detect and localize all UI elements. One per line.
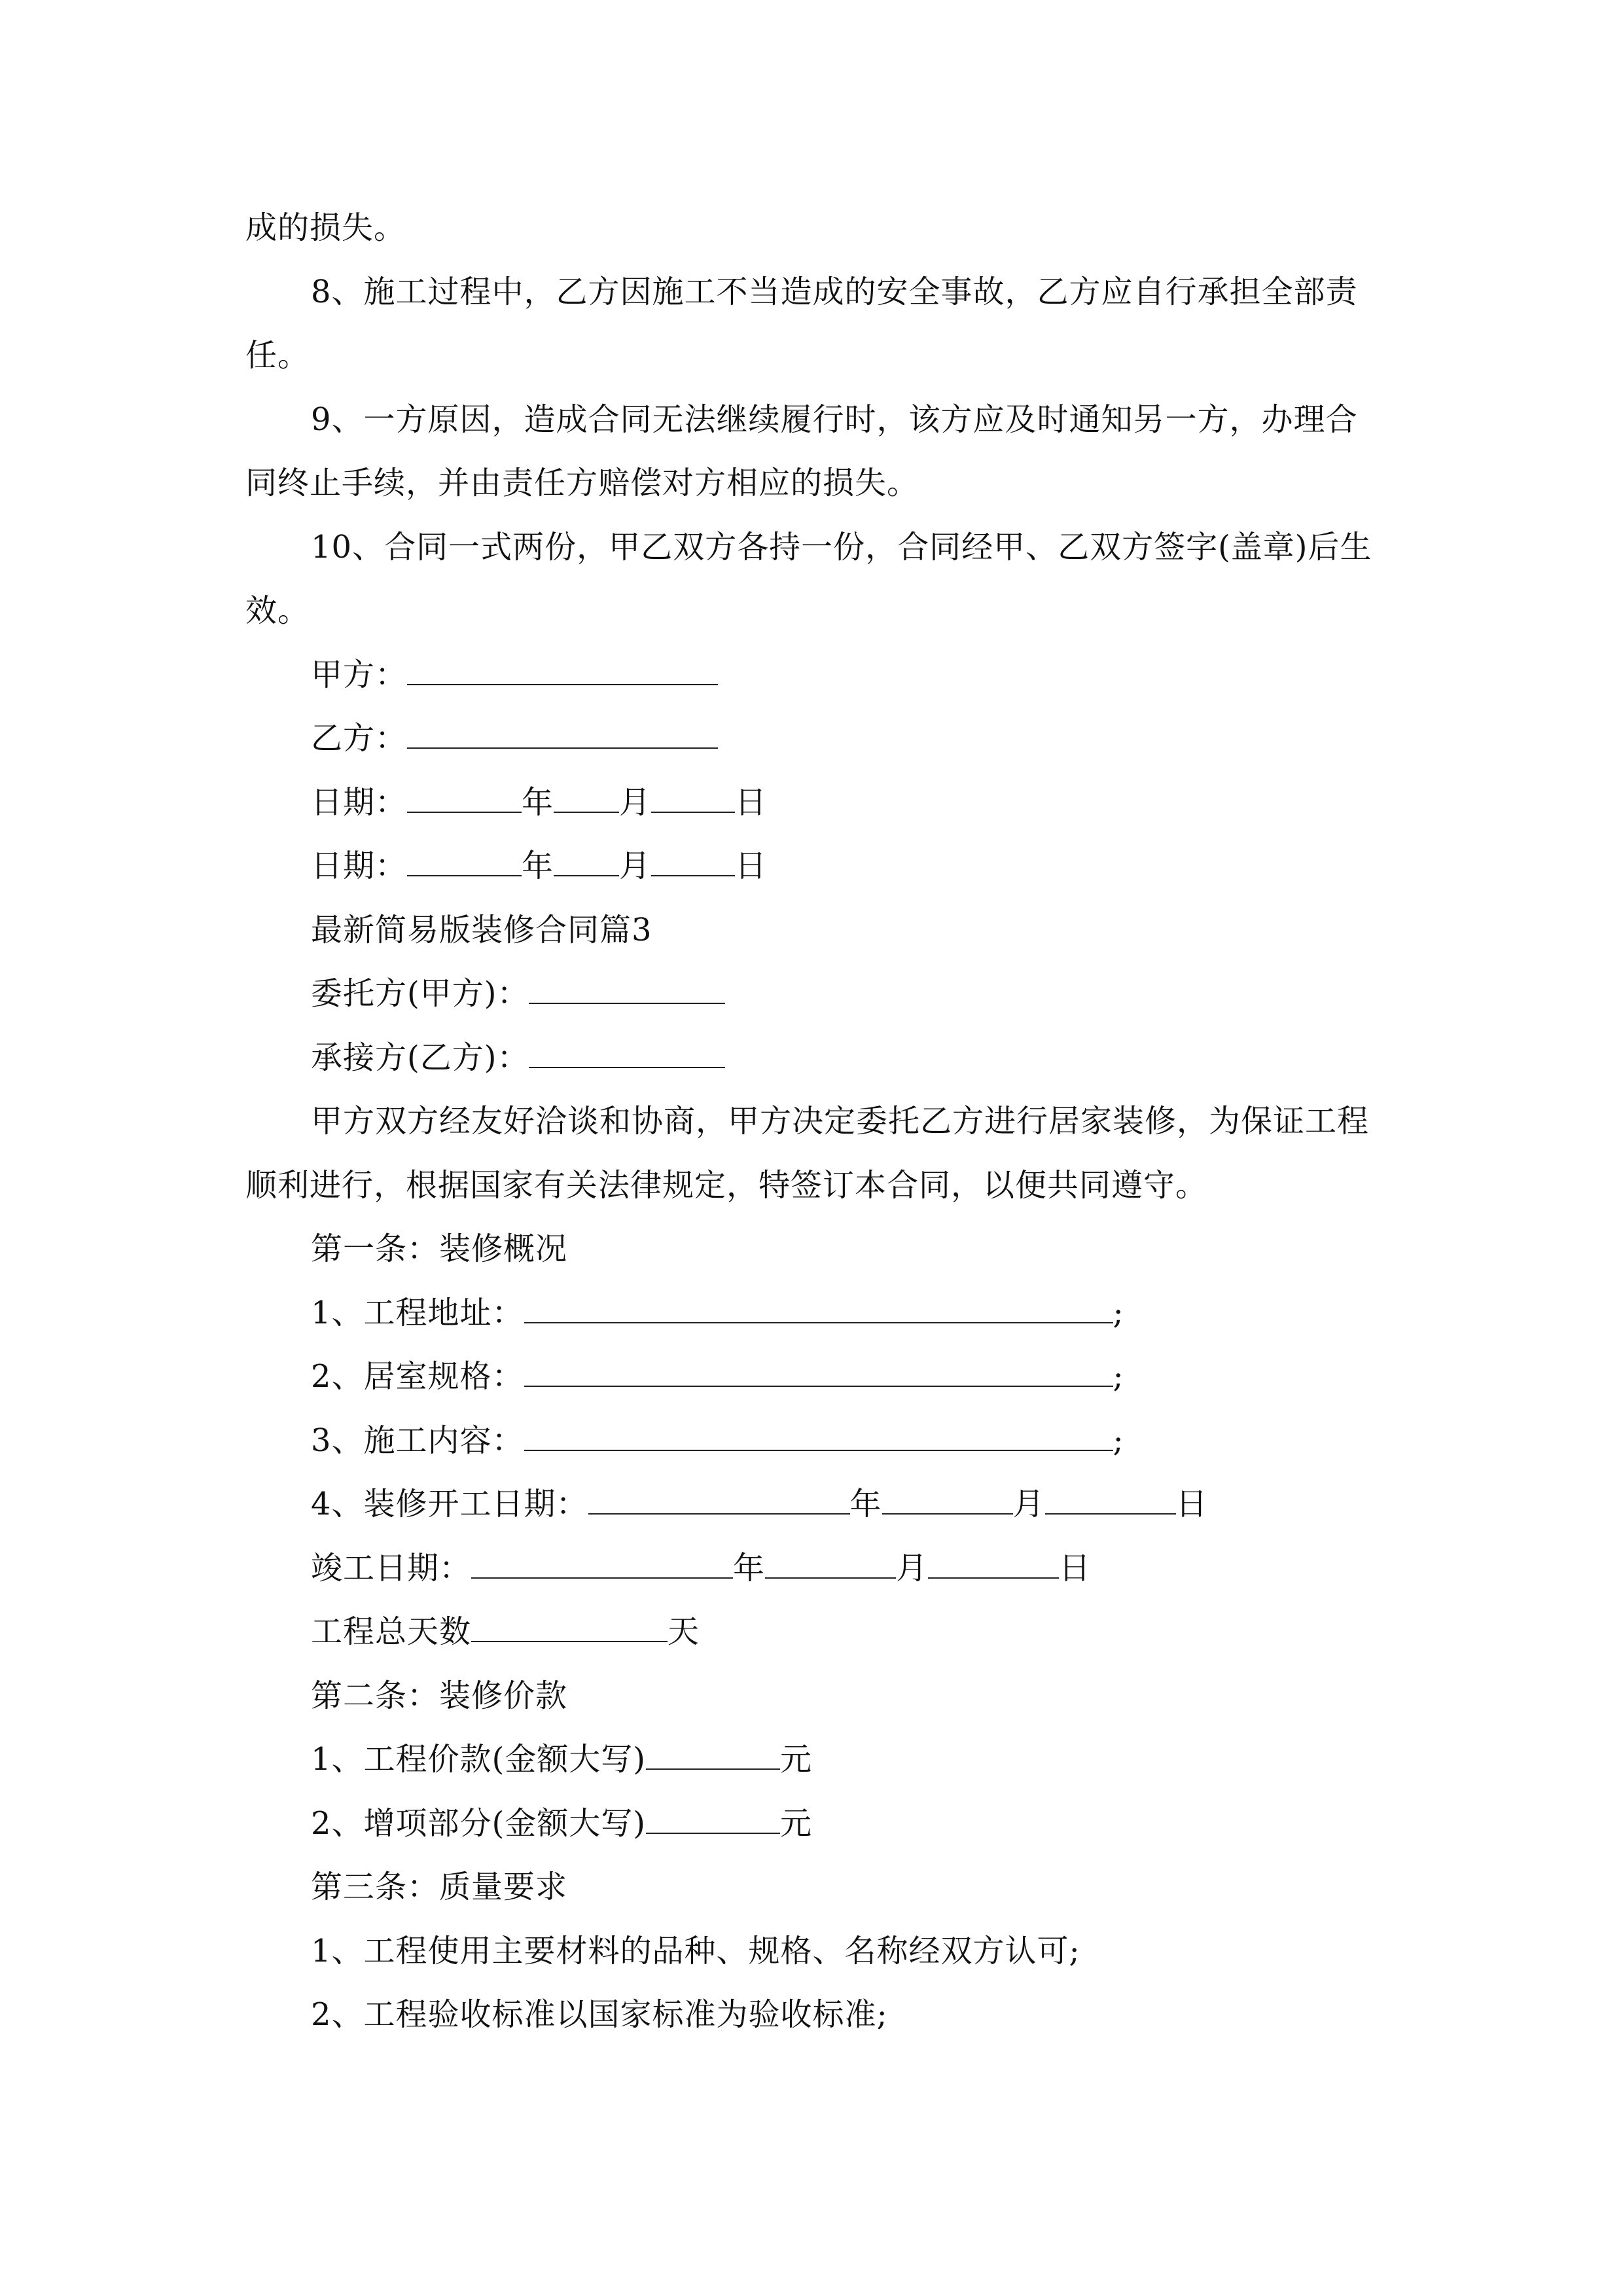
label: 月 [896,1549,929,1587]
label: 日 [1175,1486,1208,1522]
quality-item-1: 1、工程使用主要材料的品种、规格、名称经双方认可; [311,1932,1080,1969]
label: ; [1113,1358,1124,1395]
label: 月 [1012,1486,1045,1522]
day-field[interactable] [651,771,735,813]
content-row [245,1409,1381,1473]
date-row-b [245,834,1381,899]
label: ; [1113,1422,1124,1459]
label: 4、装修开工日期： [311,1486,588,1522]
label: 承接方(乙方)： [311,1039,529,1076]
label: 竣工日期： [311,1549,472,1587]
days-field[interactable] [471,1600,668,1642]
clause-9: 9、一方原因，造成合同无法继续履行时，该方应及时通知另一方，办理合 [311,401,1358,438]
label: 日 [1059,1549,1092,1587]
spec-row [245,1345,1381,1409]
label: 日 [735,848,768,884]
text-line: 成的损失。 [245,209,406,246]
text-line: 同终止手续，并由责任方赔偿对方相应的损失。 [245,465,919,501]
label: 月 [619,783,652,821]
label: 1、工程地址： [311,1294,524,1331]
label: 2、居室规格： [311,1358,524,1395]
text-line: 效。 [245,592,310,629]
label: 月 [619,848,652,884]
contractor-field[interactable] [529,1026,725,1068]
label: 日期： [311,783,408,821]
client-field[interactable] [529,962,725,1004]
label: 天 [668,1613,700,1650]
year-field[interactable] [588,1473,850,1515]
label: 元 [780,1804,813,1842]
intro-paragraph: 甲方双方经友好洽谈和协商，甲方决定委托乙方进行居家装修，为保证工程 [311,1103,1370,1139]
address-field[interactable] [524,1282,1113,1323]
total-days-row [245,1600,1381,1664]
month-field[interactable] [554,834,619,876]
quality-item-2: 2、工程验收标准以国家标准为验收标准; [311,1996,888,2033]
section-title: 最新简易版装修合同篇3 [311,911,652,948]
label: 日 [735,783,768,821]
start-date-row [245,1473,1381,1537]
label: 日期： [311,848,408,884]
month-field[interactable] [882,1473,1013,1515]
label: 甲方： [311,656,408,693]
label: 1、工程价款(金额大写) [311,1741,646,1778]
year-field[interactable] [407,834,522,876]
month-field[interactable] [765,1537,896,1579]
party-b-signature [245,707,1381,771]
label: 年 [733,1549,766,1587]
label: 年 [849,1486,882,1522]
address-row [245,1282,1381,1346]
extra-price-row [245,1792,1381,1856]
label: 乙方： [311,720,408,757]
price-row [245,1728,1381,1792]
text-line: 顺利进行，根据国家有关法律规定，特签订本合同，以便共同遵守。 [245,1166,1208,1204]
clause-8: 8、施工过程中，乙方因施工不当造成的安全事故，乙方应自行承担全部责 [311,273,1358,310]
month-field[interactable] [554,771,619,813]
party-a-signature [245,643,1381,708]
clause-10: 10、合同一式两份，甲乙双方各持一份，合同经甲、乙双方签字(盖章)后生 [311,528,1372,565]
text-line: 任。 [245,337,310,374]
day-field[interactable] [651,834,735,876]
label: 委托方(甲方)： [311,975,529,1012]
finish-date-row [245,1537,1381,1601]
article-1-heading: 第一条：装修概况 [311,1230,568,1267]
label: 元 [780,1741,813,1778]
spec-field[interactable] [524,1345,1113,1387]
party-a-field[interactable] [407,643,718,685]
extra-price-field[interactable] [646,1792,780,1834]
document-page [245,196,1381,2047]
label: 工程总天数 [311,1613,472,1650]
day-field[interactable] [1045,1473,1176,1515]
date-row-a [245,771,1381,835]
article-2-heading: 第二条：装修价款 [311,1677,568,1714]
client-row [245,962,1381,1026]
label: 2、增项部分(金额大写) [311,1804,646,1842]
label: ; [1113,1294,1124,1331]
day-field[interactable] [928,1537,1059,1579]
article-3-heading: 第三条：质量要求 [311,1869,568,1905]
year-field[interactable] [471,1537,733,1579]
party-b-field[interactable] [407,707,718,749]
content-field[interactable] [524,1409,1113,1451]
year-field[interactable] [407,771,522,813]
contractor-row [245,1026,1381,1090]
label: 年 [522,848,554,884]
label: 3、施工内容： [311,1422,524,1459]
label: 年 [522,783,554,821]
price-field[interactable] [646,1728,780,1770]
